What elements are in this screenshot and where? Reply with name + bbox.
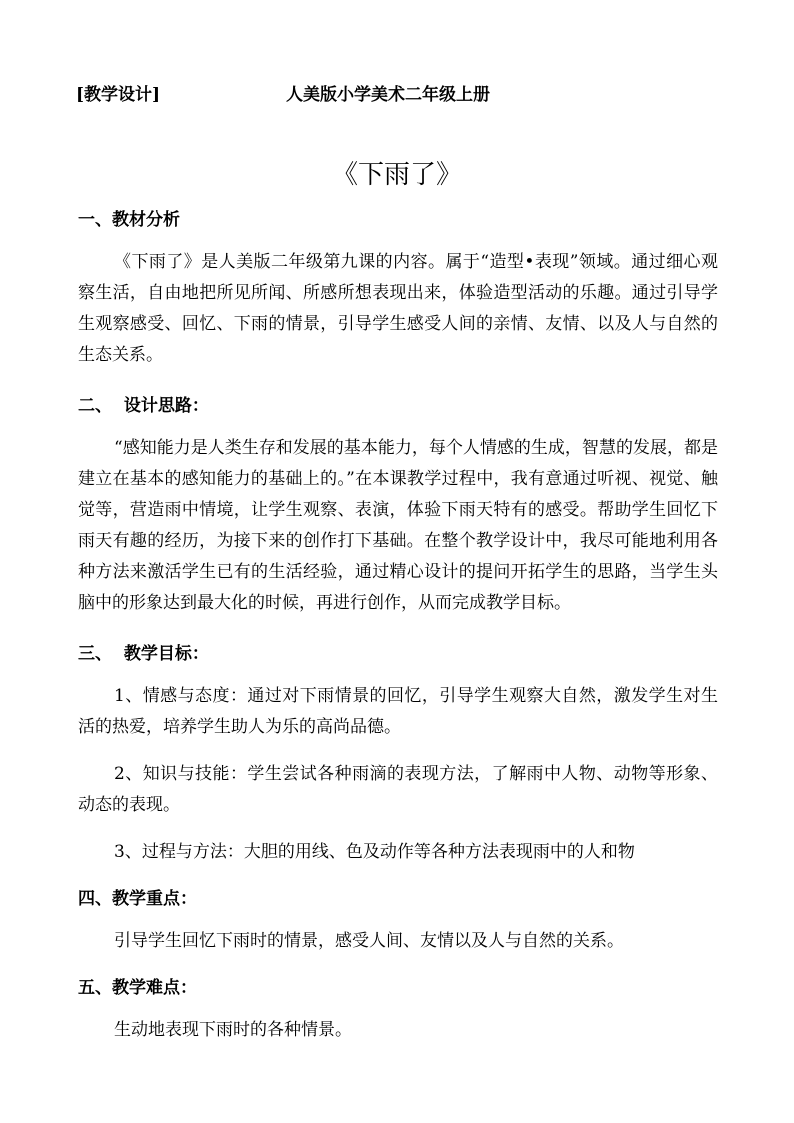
section-heading-design-idea: 二、 设计思路： [78, 396, 209, 416]
header-label: [教学设计] [76, 85, 161, 105]
teaching-goal-1: 1、情感与态度：通过对下雨情景的回忆，引导学生观察大自然，激发学生对生活的热爱，培养学生助人为乐的高尚品德。 [78, 686, 718, 737]
section-heading-material-analysis: 一、教材分析 [78, 210, 180, 230]
document-title: 《下雨了》 [331, 160, 462, 190]
document-body [78, 205, 718, 1046]
difficulties-paragraph: 生动地表现下雨时的各种情景。 [114, 1020, 352, 1040]
section-heading-teaching-goals: 三、 教学目标： [78, 644, 209, 664]
design-idea-paragraph: “感知能力是人类生存和发展的基本能力，每个人情感的生成，智慧的发展，都是建立在基本的感知能力的基础上的。”在本课教学过程中，我有意通过听视、视觉、触觉等，营造雨中情境，让学生观察、表演，体验下雨天特有的感受。帮助学生回忆下雨天有趣的经历，为接下来的创作打下基础。在整个教学设计中，我尽可能地利用各种方法来激活学生已有的生活经验，通过精心设计的提问开拓学生的思路，当学生头脑中的形象达到最大化的时候，再进行创作，从而完成教学目标。 [78, 438, 718, 613]
teaching-goal-3: 3、过程与方法：大胆的用线、色及动作等各种方法表现雨中的人和物 [114, 842, 635, 862]
header-book-info: 人美版小学美术二年级上册 [286, 85, 490, 105]
key-points-paragraph: 引导学生回忆下雨时的情景，感受人间、友情以及人与自然的关系。 [114, 931, 624, 951]
section-heading-difficulties: 五、教学难点： [78, 978, 197, 998]
document-header [76, 80, 716, 108]
teaching-goal-2: 2、知识与技能：学生尝试各种雨滴的表现方法，了解雨中人物、动物等形象、动态的表现。 [78, 764, 718, 815]
material-analysis-paragraph: 《下雨了》是人美版二年级第九课的内容。属于“造型•表现”领域。通过细心观察生活，自由地把所见所闻、所感所想表现出来，体验造型活动的乐趣。通过引导学生观察感受、回忆、下雨的情景，引导学生感受人间的亲情、友情、以及人与自然的生态关系。 [78, 252, 718, 365]
section-heading-key-points: 四、教学重点： [78, 889, 197, 909]
